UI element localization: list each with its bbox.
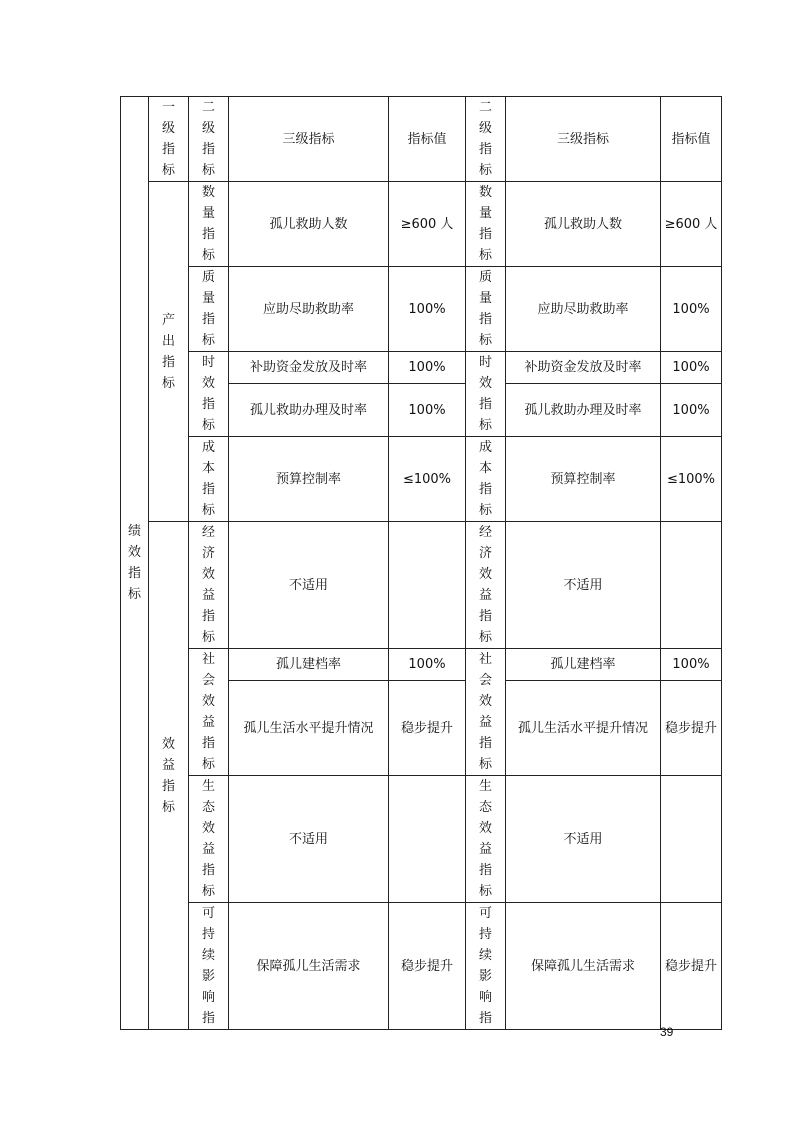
value-cell (661, 522, 722, 649)
l2-economic-left-cell (189, 522, 229, 649)
table-row (121, 352, 722, 384)
l3-cell: 不适用 (506, 522, 661, 649)
value-cell: 100% (661, 384, 722, 437)
value-cell: ≤100% (661, 437, 722, 522)
l3-cell: 应助尽助救助率 (506, 267, 661, 352)
l2-cost-left: 成本指标 (201, 440, 215, 518)
l3-cell: 孤儿救助人数 (506, 182, 661, 267)
value-cell: ≥600 人 (389, 182, 466, 267)
l2-quantity-left: 数量指标 (201, 185, 215, 263)
l2-economic-right: 经济效益指标 (478, 525, 492, 645)
l2-quality-right-cell (466, 267, 506, 352)
value-cell (389, 522, 466, 649)
l2-ecological-right-cell (466, 776, 506, 903)
l2-ecological-left-cell (189, 776, 229, 903)
header-level2-left-cell (189, 97, 229, 182)
l2-social-right: 社会效益指标 (478, 652, 492, 772)
l3-cell: 应助尽助救助率 (229, 267, 389, 352)
l2-social-right-cell (466, 649, 506, 776)
l2-ecological-left: 生态效益指标 (201, 779, 215, 899)
l3-cell: 补助资金发放及时率 (229, 352, 389, 384)
value-cell: 100% (389, 649, 466, 681)
l2-quantity-left-cell (189, 182, 229, 267)
l3-cell: 预算控制率 (229, 437, 389, 522)
l3-cell: 不适用 (229, 522, 389, 649)
l2-quantity-right: 数量指标 (478, 185, 492, 263)
header-row (121, 97, 722, 182)
value-cell: 稳步提升 (389, 903, 466, 1030)
l3-cell: 保障孤儿生活需求 (506, 903, 661, 1030)
l2-ecological-right: 生态效益指标 (478, 779, 492, 899)
l3-cell: 保障孤儿生活需求 (229, 903, 389, 1030)
value-cell: 100% (661, 649, 722, 681)
l2-timeliness-left-cell (189, 352, 229, 437)
value-cell: 100% (661, 267, 722, 352)
l2-social-left: 社会效益指标 (201, 652, 215, 772)
l3-cell: 孤儿建档率 (506, 649, 661, 681)
value-cell (661, 776, 722, 903)
table-row (121, 649, 722, 681)
l3-cell: 孤儿救助人数 (229, 182, 389, 267)
l2-cost-right: 成本指标 (478, 440, 492, 518)
value-cell: 稳步提升 (661, 681, 722, 776)
header-level1: 一级指标 (161, 100, 175, 178)
l2-sustainable-left-cell (189, 903, 229, 1030)
value-cell: 100% (389, 384, 466, 437)
value-cell: 100% (389, 352, 466, 384)
l3-cell: 孤儿建档率 (229, 649, 389, 681)
group-benefit-label: 效益指标 (161, 736, 175, 815)
table-row (121, 903, 722, 1030)
l2-economic-right-cell (466, 522, 506, 649)
table-row (121, 776, 722, 903)
l3-cell: 孤儿救助办理及时率 (506, 384, 661, 437)
header-value-right: 指标值 (661, 97, 722, 182)
performance-indicator-table (120, 96, 722, 1030)
value-cell: 稳步提升 (661, 903, 722, 1030)
group-output-label: 产出指标 (161, 312, 175, 391)
l2-cost-right-cell (466, 437, 506, 522)
l2-quality-right: 质量指标 (478, 270, 492, 348)
l2-sustainable-right: 可持续影响指 (478, 906, 492, 1026)
l3-cell: 孤儿救助办理及时率 (229, 384, 389, 437)
l3-cell: 不适用 (229, 776, 389, 903)
l2-quality-left: 质量指标 (201, 270, 215, 348)
l3-cell: 补助资金发放及时率 (506, 352, 661, 384)
value-cell: 100% (389, 267, 466, 352)
header-level2-right: 二级指标 (478, 100, 492, 178)
l2-timeliness-right-cell (466, 352, 506, 437)
side-label: 绩效指标 (127, 524, 141, 602)
l2-social-left-cell (189, 649, 229, 776)
header-level3-left: 三级指标 (229, 97, 389, 182)
value-cell: ≥600 人 (661, 182, 722, 267)
value-cell: 100% (661, 352, 722, 384)
l2-sustainable-right-cell (466, 903, 506, 1030)
group-benefit-cell (149, 522, 189, 1030)
l3-cell: 孤儿生活水平提升情况 (229, 681, 389, 776)
l2-economic-left: 经济效益指标 (201, 525, 215, 645)
l3-cell: 孤儿生活水平提升情况 (506, 681, 661, 776)
header-level2-right-cell (466, 97, 506, 182)
value-cell: ≤100% (389, 437, 466, 522)
l3-cell: 不适用 (506, 776, 661, 903)
l2-quality-left-cell (189, 267, 229, 352)
table-row (121, 182, 722, 267)
table-row (121, 522, 722, 649)
l2-sustainable-left: 可持续影响指 (201, 906, 215, 1026)
header-level1-cell (149, 97, 189, 182)
header-level3-right: 三级指标 (506, 97, 661, 182)
header-level2-left: 二级指标 (201, 100, 215, 178)
table-row (121, 437, 722, 522)
group-output-cell (149, 182, 189, 522)
l3-cell: 预算控制率 (506, 437, 661, 522)
side-label-cell (121, 97, 149, 1030)
l2-cost-left-cell (189, 437, 229, 522)
header-value-left: 指标值 (389, 97, 466, 182)
value-cell: 稳步提升 (389, 681, 466, 776)
value-cell (389, 776, 466, 903)
page-number: 39 (660, 1025, 674, 1039)
l2-quantity-right-cell (466, 182, 506, 267)
l2-timeliness-right: 时效指标 (478, 355, 492, 433)
table-row (121, 267, 722, 352)
l2-timeliness-left: 时效指标 (201, 355, 215, 433)
